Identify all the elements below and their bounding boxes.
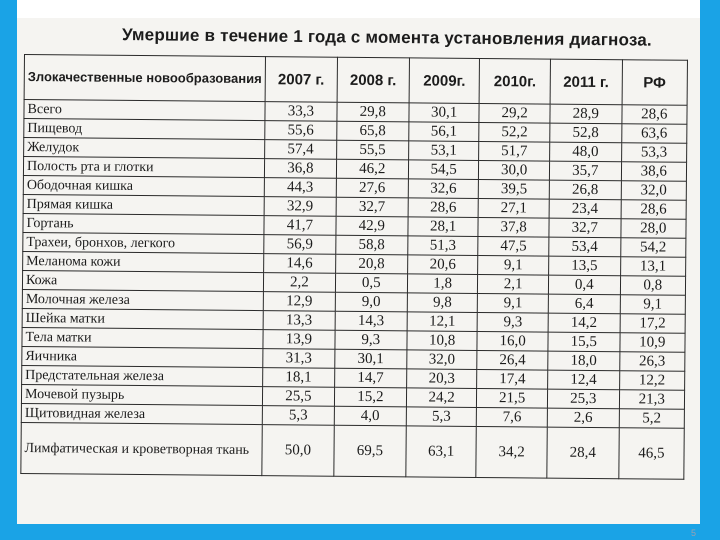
row-label: Яичника [22, 346, 263, 367]
row-value: 29,2 [479, 103, 550, 123]
row-value: 23,4 [549, 199, 621, 219]
row-value: 20,8 [335, 254, 407, 274]
row-label: Полость рта и глотки [23, 157, 264, 178]
row-label: Кожа [22, 270, 263, 291]
row-value: 13,5 [549, 256, 621, 276]
row-value: 9,3 [335, 330, 407, 350]
row-value: 32,0 [621, 181, 687, 201]
row-value: 53,3 [621, 143, 687, 163]
row-label: Гортань [23, 213, 264, 234]
row-value: 25,5 [262, 387, 334, 407]
row-value: 50,0 [262, 425, 334, 477]
header-year: 2007 г. [265, 57, 337, 103]
table-body [21, 100, 687, 480]
row-value: 18,0 [548, 351, 620, 371]
row-value: 52,8 [550, 123, 622, 143]
row-value: 38,6 [621, 162, 687, 182]
row-value: 14,3 [335, 311, 407, 331]
row-label: Лимфатическая и кроветворная ткань [21, 422, 262, 475]
page-number: 5 [690, 528, 696, 538]
row-value: 34,2 [476, 426, 547, 478]
row-value: 57,4 [265, 140, 337, 160]
row-value: 69,5 [334, 425, 406, 477]
bottom-border [0, 524, 720, 540]
scanned-sheet [17, 18, 700, 524]
row-value: 48,0 [550, 142, 622, 162]
header-year: 2009г. [409, 58, 480, 104]
row-value: 47,5 [478, 236, 549, 256]
row-value: 17,4 [477, 369, 548, 389]
row-value: 28,6 [622, 105, 688, 125]
row-value: 58,8 [336, 235, 408, 255]
row-value: 10,9 [620, 333, 686, 353]
row-value: 32,7 [336, 197, 408, 217]
row-value: 9,1 [478, 293, 549, 313]
row-value: 2,6 [547, 408, 619, 428]
row-value: 6,4 [548, 294, 620, 314]
row-label: Желудок [24, 138, 265, 159]
row-value: 30,1 [335, 349, 407, 369]
row-value: 20,3 [406, 369, 477, 389]
row-label: Щитовидная железа [21, 403, 262, 424]
row-value: 12,4 [548, 370, 620, 390]
row-label: Мочевой пузырь [21, 384, 262, 405]
row-value: 28,1 [408, 217, 479, 237]
row-value: 28,6 [408, 198, 479, 218]
row-value: 32,7 [549, 218, 621, 238]
row-value: 53,1 [408, 141, 479, 161]
row-value: 36,8 [264, 159, 336, 179]
row-value: 51,3 [408, 236, 479, 256]
right-border [700, 0, 720, 540]
row-value: 15,5 [548, 332, 620, 352]
row-value: 32,9 [264, 197, 336, 217]
row-value: 14,7 [334, 368, 406, 388]
row-value: 51,7 [479, 141, 550, 161]
row-value: 31,3 [263, 349, 335, 369]
row-value: 17,2 [620, 314, 686, 334]
row-value: 13,3 [263, 311, 335, 331]
row-value: 2,1 [478, 274, 549, 294]
row-value: 13,1 [620, 257, 686, 277]
mortality-table [20, 54, 688, 480]
row-value: 20,6 [407, 255, 478, 275]
row-label: Меланома кожи [23, 251, 264, 272]
row-value: 14,6 [264, 254, 336, 274]
row-value: 25,3 [547, 389, 619, 409]
row-value: 0,8 [620, 276, 686, 296]
row-value: 30,0 [479, 160, 550, 180]
row-label: Тела матки [22, 327, 263, 348]
row-value: 13,9 [263, 330, 335, 350]
top-margin [0, 0, 720, 18]
header-first: Злокачественные новообразования [24, 55, 265, 102]
row-value: 18,1 [263, 368, 335, 388]
row-label: Пищевод [24, 119, 265, 140]
table-row [21, 422, 684, 479]
row-value: 33,3 [265, 102, 337, 122]
row-value: 42,9 [336, 216, 408, 236]
row-value: 39,5 [479, 179, 550, 199]
row-value: 12,9 [263, 292, 335, 312]
header-year: 2010г. [479, 58, 550, 104]
row-value: 63,6 [621, 124, 687, 144]
row-value: 26,4 [477, 350, 548, 370]
row-value: 35,7 [549, 161, 621, 181]
row-value: 56,9 [264, 235, 336, 255]
row-value: 27,6 [336, 178, 408, 198]
row-value: 28,4 [547, 427, 619, 479]
row-value: 28,9 [550, 104, 622, 124]
row-label: Всего [24, 100, 265, 121]
row-value: 9,1 [620, 295, 686, 315]
row-value: 0,4 [548, 275, 620, 295]
row-value: 52,2 [479, 122, 550, 142]
row-value: 5,3 [406, 407, 477, 427]
row-value: 55,5 [336, 140, 408, 160]
row-value: 30,1 [409, 103, 480, 123]
row-value: 2,2 [263, 273, 335, 293]
row-value: 16,0 [477, 331, 548, 351]
row-value: 9,0 [335, 292, 407, 312]
row-value: 28,6 [621, 200, 687, 220]
row-value: 9,1 [478, 255, 549, 275]
table-title: Умершие в течение 1 года с момента установления диагноза. [121, 25, 652, 50]
row-value: 1,8 [407, 274, 478, 294]
row-label: Шейка матки [22, 308, 263, 329]
row-value: 26,8 [549, 180, 621, 200]
row-value: 55,6 [265, 121, 337, 141]
row-value: 32,6 [408, 179, 479, 199]
header-year: 2008 г. [337, 57, 409, 103]
row-label: Предстательная железа [22, 365, 263, 386]
row-value: 56,1 [409, 122, 480, 142]
row-value: 12,2 [619, 371, 685, 391]
header-year: 2011 г. [550, 59, 622, 105]
row-value: 14,2 [548, 313, 620, 333]
row-value: 29,8 [337, 102, 409, 122]
row-value: 4,0 [334, 406, 406, 426]
row-label: Молочная железа [22, 289, 263, 310]
row-label: Ободочная кишка [23, 175, 264, 196]
row-value: 53,4 [549, 237, 621, 257]
row-value: 54,5 [408, 160, 479, 180]
row-value: 37,8 [478, 217, 549, 237]
row-value: 27,1 [478, 198, 549, 218]
row-value: 54,2 [620, 238, 686, 258]
row-value: 32,0 [407, 350, 478, 370]
row-value: 46,5 [618, 428, 684, 480]
row-value: 24,2 [406, 388, 477, 408]
row-value: 21,3 [619, 390, 685, 410]
header-rf: РФ [622, 60, 688, 106]
row-value: 15,2 [334, 387, 406, 407]
row-value: 44,3 [264, 178, 336, 198]
row-value: 9,3 [477, 312, 548, 332]
row-label: Трахеи, бронхов, легкого [23, 232, 264, 253]
row-value: 21,5 [477, 388, 548, 408]
row-value: 63,1 [406, 426, 477, 478]
row-value: 9,8 [407, 293, 478, 313]
row-value: 10,8 [407, 331, 478, 351]
row-value: 12,1 [407, 312, 478, 332]
row-value: 41,7 [264, 216, 336, 236]
row-value: 28,0 [621, 219, 687, 239]
header-row [24, 55, 687, 106]
row-value: 7,6 [477, 407, 548, 427]
row-label: Прямая кишка [23, 194, 264, 215]
row-value: 26,3 [619, 352, 685, 372]
left-border [0, 0, 17, 540]
row-value: 5,2 [619, 409, 685, 429]
row-value: 46,2 [336, 159, 408, 179]
row-value: 0,5 [335, 273, 407, 293]
row-value: 5,3 [262, 406, 334, 426]
row-value: 65,8 [337, 121, 409, 141]
